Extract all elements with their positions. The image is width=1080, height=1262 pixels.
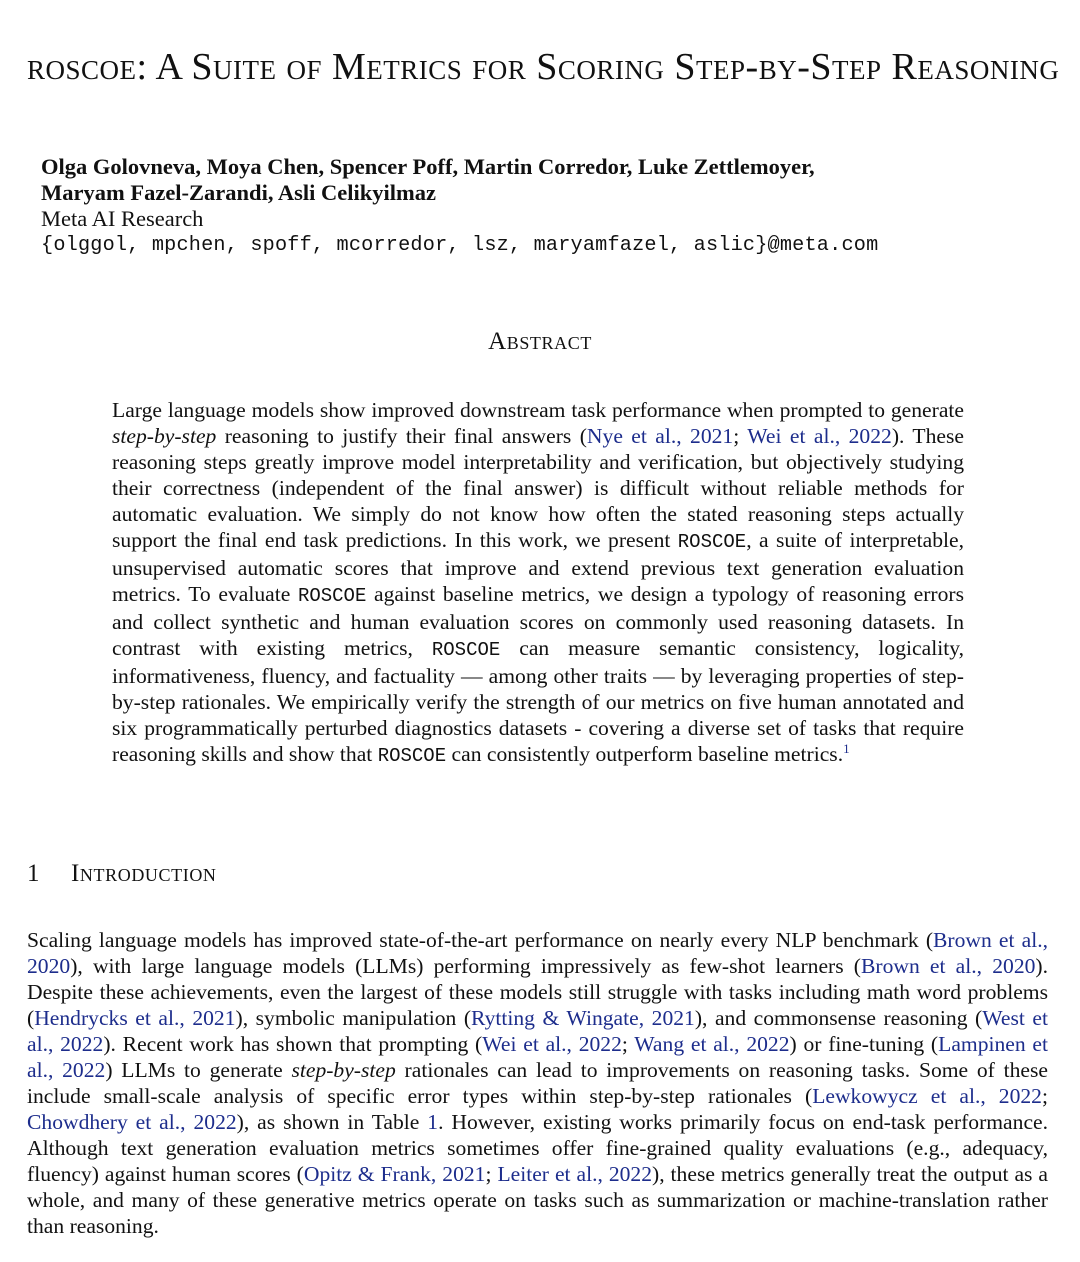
- system-name: ROSCOE: [297, 585, 367, 607]
- text: Scaling language models has improved state-of-the-art performance on nearly every NLP benchmark (: [27, 928, 934, 952]
- citation-link[interactable]: Lewkowycz et al., 2022: [812, 1084, 1042, 1108]
- abstract-heading: Abstract: [488, 328, 592, 355]
- introduction-body: [27, 927, 1048, 1239]
- text: ;: [733, 424, 748, 448]
- emphasis: step-by-step: [291, 1058, 396, 1082]
- citation-link[interactable]: Wei et al., 2022: [747, 424, 892, 448]
- text: ;: [485, 1162, 498, 1186]
- citation-link[interactable]: Rytting & Wingate, 2021: [471, 1006, 695, 1030]
- citation-link[interactable]: Brown et al., 2020: [27, 928, 1048, 978]
- text: ). Recent work has shown that prompting (: [103, 1032, 483, 1056]
- table-ref-link[interactable]: 1: [427, 1110, 439, 1134]
- text: can consistently outperform baseline metrics.: [446, 742, 844, 766]
- citation-link[interactable]: Nye et al., 2021: [586, 424, 734, 448]
- section-number: 1: [27, 860, 41, 887]
- text: Large language models show improved downstream task performance when prompted to generate: [112, 398, 964, 422]
- text: ;: [1041, 1084, 1048, 1108]
- paper-title: [27, 43, 1067, 91]
- text: ), with large language models (LLMs) performing impressively as few-shot learners (: [70, 954, 861, 978]
- author-emails: {olggol, mpchen, spoff, mcorredor, lsz, maryamfazel, aslic}@meta.com: [41, 234, 879, 257]
- system-name: ROSCOE: [431, 639, 501, 661]
- text: ), these metrics generally treat the output as a whole, and many of these generative metrics operate on tasks such as summarization or machine-translation rather than reasoning.: [27, 1162, 1049, 1238]
- emphasis: step-by-step: [112, 424, 217, 448]
- text: rationales can lead to improvements on reasoning tasks. Some of these include small-scale analysis of specific error types within step-by-step rationales (: [27, 1058, 1049, 1108]
- title-rest: : A Suite of Metrics for Scoring Step-by-Step Reasoning: [136, 46, 1060, 89]
- text: can measure semantic consistency, logicality, informativeness, fluency, and factuality — among other traits — by leveraging properties of step-by-step rationales. We empirically verify the strength of our metrics on five human annotated and six programmatically perturbed diagnostics datasets - covering a diverse set of tasks that require reasoning skills and show that: [112, 636, 964, 766]
- citation-link[interactable]: Wang et al., 2022: [634, 1032, 790, 1056]
- text: . However, existing works primarily focus on end-task performance. Although text generation evaluation metrics sometimes offer fine-grained quality evaluations (e.g., adequacy, fluency) against human scores (: [27, 1110, 1049, 1186]
- text: ), as shown in Table: [236, 1110, 428, 1134]
- citation-link[interactable]: West et al., 2022: [27, 1006, 1048, 1056]
- citation-link[interactable]: Lampinen et al., 2022: [27, 1032, 1049, 1082]
- citation-link[interactable]: Hendrycks et al., 2021: [34, 1006, 236, 1030]
- text: , a suite of interpretable, unsupervised automatic scores that improve and extend previous text generation evaluation metrics. To evaluate: [112, 528, 964, 606]
- system-name: ROSCOE: [377, 745, 447, 767]
- text: against baseline metrics, we design a typology of reasoning errors and collect synthetic and human evaluation scores on commonly used reasoning datasets. In contrast with existing metrics,: [112, 582, 965, 660]
- system-name: ROSCOE: [677, 531, 747, 553]
- authors-line-1: Olga Golovneva, Moya Chen, Spencer Poff, Martin Corredor, Luke Zettlemoyer,: [41, 154, 815, 179]
- citation-link[interactable]: Leiter et al., 2022: [497, 1162, 653, 1186]
- affiliation: Meta AI Research: [41, 206, 204, 231]
- text: reasoning to justify their final answers (: [216, 424, 587, 448]
- text: ) or fine-tuning (: [789, 1032, 939, 1056]
- author-list: [41, 154, 1041, 206]
- abstract-body: [112, 397, 964, 769]
- text: ). These reasoning steps greatly improve model interpretability and verification, but objectively studying their correctness (independent of the final answer) is difficult without reliable methods for automatic evaluation. We simply do not know how often the stated reasoning steps actually support the final end task predictions. In this work, we present: [112, 424, 964, 552]
- title-system-name: roscoe: [27, 46, 137, 89]
- text: ), symbolic manipulation (: [235, 1006, 472, 1030]
- section-heading-introduction: [27, 860, 217, 888]
- citation-link[interactable]: Opitz & Frank, 2021: [303, 1162, 486, 1186]
- text: ;: [621, 1032, 635, 1056]
- section-title: Introduction: [71, 860, 217, 887]
- text: ). Despite these achievements, even the largest of these models still struggle with tasks including math word problems (: [27, 954, 1049, 1030]
- citation-link[interactable]: Brown et al., 2020: [860, 954, 1036, 978]
- citation-link[interactable]: Chowdhery et al., 2022: [27, 1110, 237, 1134]
- footnote-link[interactable]: 1: [843, 740, 850, 756]
- citation-link[interactable]: Wei et al., 2022: [482, 1032, 622, 1056]
- text: ) LLMs to generate: [105, 1058, 292, 1082]
- authors-line-2: Maryam Fazel-Zarandi, Asli Celikyilmaz: [41, 180, 436, 205]
- text: ), and commonsense reasoning (: [694, 1006, 983, 1030]
